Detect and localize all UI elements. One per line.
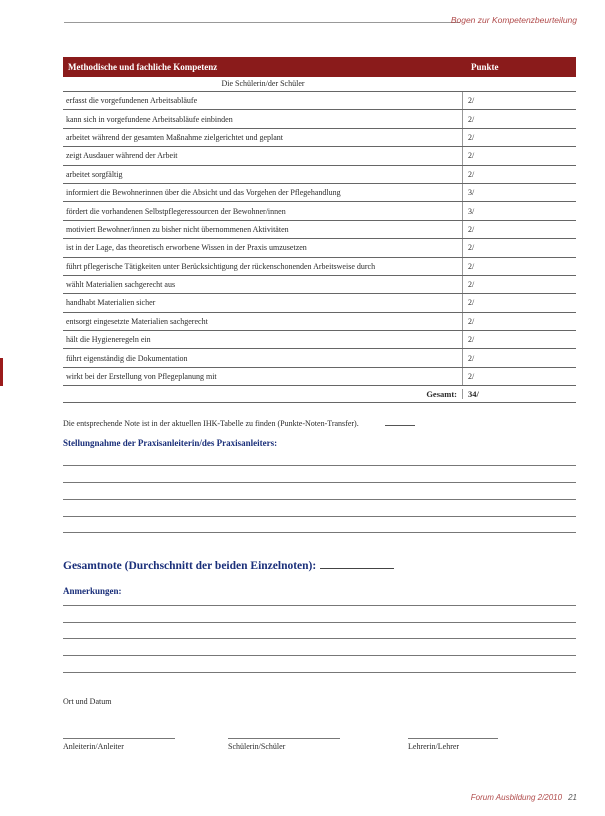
table-row — [63, 146, 576, 164]
table-subhead: Die Schülerin/der Schüler — [221, 79, 305, 88]
total-label: Gesamt: — [63, 389, 463, 399]
signature-label-instructor: Anleiterin/Anleiter — [63, 742, 124, 751]
criterion-label: informiert die Bewohnerinnen über die Absicht und das Vorgehen der Pflegehandlung — [63, 184, 463, 201]
criterion-points[interactable]: 2/ — [468, 132, 475, 142]
criterion-points[interactable]: 2/ — [468, 96, 475, 106]
criterion-label: entsorgt eingesetzte Materialien sachgerecht — [63, 313, 463, 330]
signature-line-teacher[interactable] — [408, 738, 498, 739]
total-grade-label: Gesamtnote (Durchschnitt der beiden Einzelnoten): — [63, 560, 317, 572]
table-row — [63, 293, 576, 311]
remarks-heading: Anmerkungen: — [63, 586, 122, 596]
criterion-points[interactable]: 2/ — [468, 114, 475, 124]
table-row — [63, 238, 576, 256]
remarks-line[interactable] — [63, 672, 576, 673]
criterion-label: handhabt Materialien sicher — [63, 294, 463, 311]
header-rule — [64, 22, 460, 23]
table-row — [63, 275, 576, 293]
table-row — [63, 220, 576, 238]
criterion-label: zeigt Ausdauer während der Arbeit — [63, 147, 463, 164]
signature-line-instructor[interactable] — [63, 738, 175, 739]
page-number: 21 — [568, 793, 577, 802]
criterion-label: motiviert Bewohner/innen zu bisher nicht übernommenen Aktivitäten — [63, 221, 463, 238]
table-row — [63, 257, 576, 275]
criterion-points[interactable]: 3/ — [468, 188, 475, 198]
criterion-label: führt pflegerische Tätigkeiten unter Berücksichtigung der rückenschonenden Arbeitsweise durch — [63, 258, 463, 275]
statement-heading: Stellungnahme der Praxisanleiterin/des Praxisanleiters: — [63, 438, 278, 448]
table-body — [63, 91, 576, 385]
total-row — [63, 385, 576, 403]
margin-mark — [0, 358, 3, 386]
criterion-points[interactable]: 2/ — [468, 298, 475, 308]
grade-blank[interactable] — [385, 425, 415, 426]
remarks-line[interactable] — [63, 622, 576, 623]
grade-note — [63, 419, 415, 428]
signature-line-student[interactable] — [228, 738, 340, 739]
criterion-label: führt eigenständig die Dokumentation — [63, 349, 463, 366]
table-row — [63, 201, 576, 219]
criterion-points[interactable]: 2/ — [468, 280, 475, 290]
criterion-points[interactable]: 2/ — [468, 169, 475, 179]
total-grade-heading — [63, 560, 394, 572]
statement-line[interactable] — [63, 482, 576, 483]
running-header: Bogen zur Kompetenzbeurteilung — [450, 15, 577, 25]
criterion-points[interactable]: 2/ — [468, 151, 475, 161]
table-row — [63, 330, 576, 348]
total-points: 34/ — [468, 389, 479, 400]
criterion-label: wirkt bei der Erstellung von Pflegeplanung mit — [63, 368, 463, 385]
table-row — [63, 165, 576, 183]
table-header — [63, 57, 576, 77]
table-row — [63, 91, 576, 109]
criterion-points[interactable]: 2/ — [468, 316, 475, 326]
footer-journal: Forum Ausbildung 2/2010 — [470, 793, 563, 802]
remarks-line[interactable] — [63, 638, 576, 639]
place-date-label: Ort und Datum — [63, 697, 112, 706]
col-header-competence: Methodische und fachliche Kompetenz — [68, 62, 218, 72]
total-grade-blank[interactable] — [320, 568, 394, 569]
table-row — [63, 367, 576, 385]
table-row — [63, 128, 576, 146]
table-row — [63, 312, 576, 330]
criterion-label: arbeitet während der gesamten Maßnahme zielgerichtet und geplant — [63, 129, 463, 146]
remarks-line[interactable] — [63, 655, 576, 656]
remarks-line[interactable] — [63, 605, 576, 606]
criterion-label: arbeitet sorgfältig — [63, 166, 463, 183]
grade-note-text: Die entsprechende Note ist in der aktuellen IHK-Tabelle zu finden (Punkte-Noten-Transfer). — [63, 419, 359, 428]
competence-table — [63, 57, 576, 403]
criterion-label: wählt Materialien sachgerecht aus — [63, 276, 463, 293]
criterion-points[interactable]: 3/ — [468, 206, 475, 216]
signature-label-student: Schülerin/Schüler — [228, 742, 286, 751]
criterion-label: fördert die vorhandenen Selbstpflegeressourcen der Bewohner/innen — [63, 202, 463, 219]
statement-line[interactable] — [63, 516, 576, 517]
page-footer — [471, 793, 577, 802]
table-row — [63, 348, 576, 366]
statement-line[interactable] — [63, 465, 576, 466]
criterion-points[interactable]: 2/ — [468, 224, 475, 234]
criterion-label: ist in der Lage, das theoretisch erworbene Wissen in der Praxis umzusetzen — [63, 239, 463, 256]
table-row — [63, 109, 576, 127]
statement-line[interactable] — [63, 532, 576, 533]
criterion-label: erfasst die vorgefundenen Arbeitsabläufe — [63, 92, 463, 109]
criterion-label: kann sich in vorgefundene Arbeitsabläufe einbinden — [63, 110, 463, 127]
criterion-points[interactable]: 2/ — [468, 372, 475, 382]
criterion-points[interactable]: 2/ — [468, 353, 475, 363]
table-row — [63, 183, 576, 201]
criterion-points[interactable]: 2/ — [468, 335, 475, 345]
criterion-points[interactable]: 2/ — [468, 261, 475, 271]
criterion-points[interactable]: 2/ — [468, 243, 475, 253]
col-header-points: Punkte — [471, 62, 499, 72]
statement-line[interactable] — [63, 499, 576, 500]
signature-label-teacher: Lehrerin/Lehrer — [408, 742, 460, 751]
criterion-label: hält die Hygieneregeln ein — [63, 331, 463, 348]
